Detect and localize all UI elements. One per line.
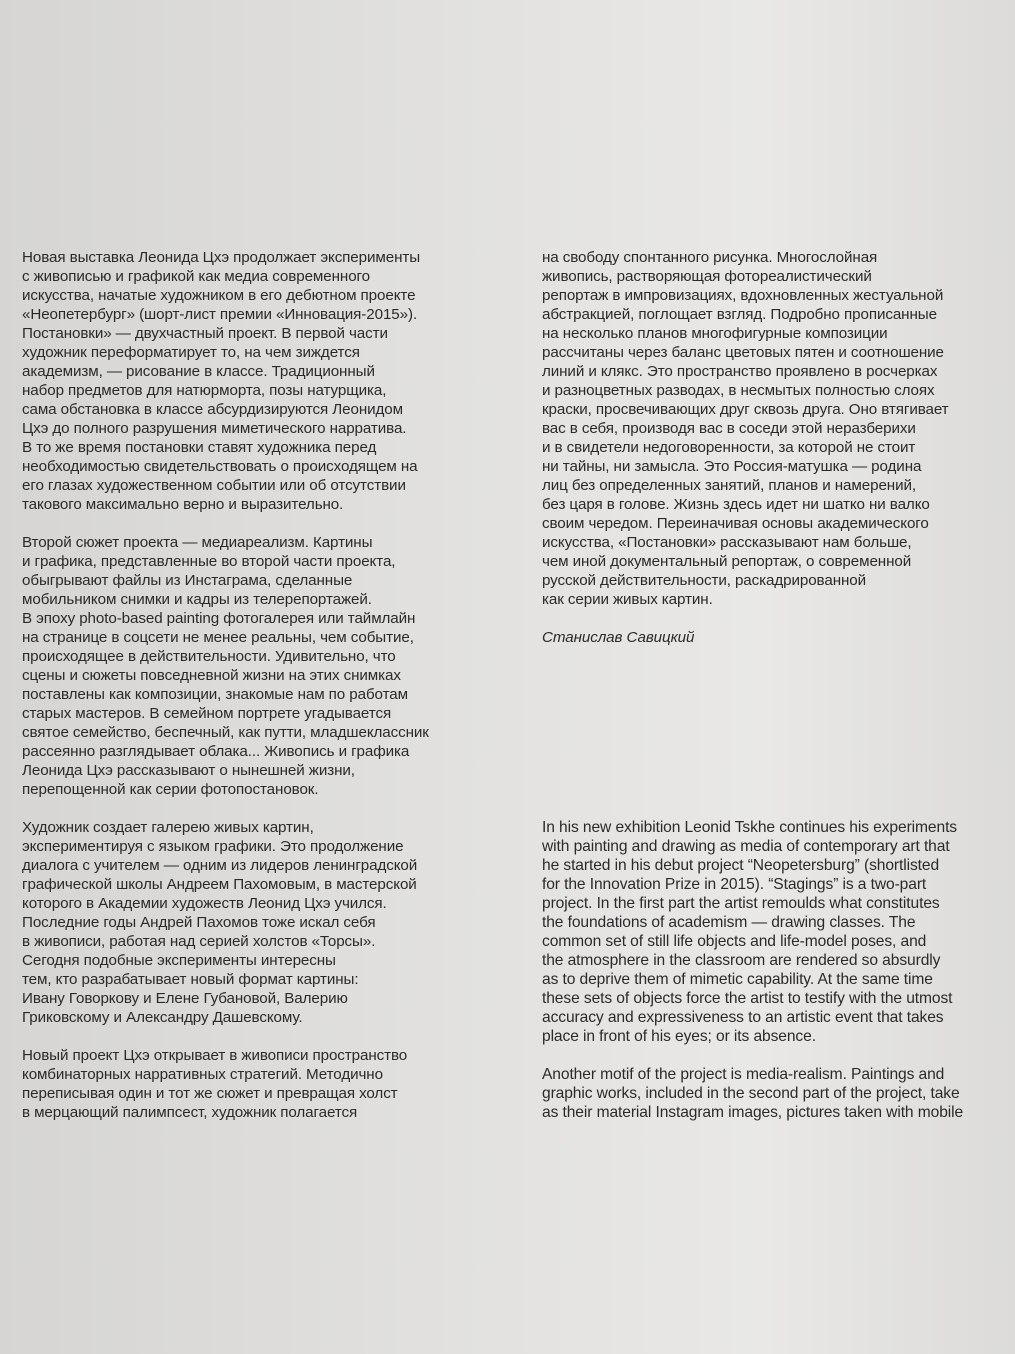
paragraph-gap: [542, 1046, 1010, 1065]
english-text-column: [542, 818, 1010, 1122]
paragraph-gap: [22, 1027, 492, 1046]
ru-paragraph-4: Новый проект Цхэ открывает в живописи пространство комбинаторных нарративных стратегий. Методично переписывая один и тот же сюжет и превращая холст в мерцающий палимпсест, художник полагается: [22, 1047, 408, 1121]
paragraph-gap: [22, 799, 492, 818]
ru-paragraph-5: на свободу спонтанного рисунка. Многослойная живопись, растворяющая фотореалистический репортаж в импровизациях, вдохновленных жестуальной абстракцией, поглощает взгляд. Подробно прописанные на несколько планов многофигурные композиции рассчитаны через баланс цветовых пятен и соотношение линий и клякс. Это пространство проявлено в росчерках и разноцветных разводах, в несмытых полностью слоях краски, просвечивающих друг сквозь друга. Оно втягивает вас в себя, производя вас в соседи этой неразберихи и в свидетели недоговоренности, за которой не стоит ни тайны, ни замысла. Это Россия-матушка — родина лиц без определенных занятий, планов и намерений, без царя в голове. Жизнь здесь идет ни шатко ни валко своим чередом. Переиначивая основы академического искусства, «Постановки» рассказывают нам больше, чем иной документальный репортаж, о современной русской действительности, раскадрированной как серии живых картин.: [542, 249, 949, 608]
ru-paragraph-3: Художник создает галерею живых картин, экспериментируя с языком графики. Это продолжение диалога с учителем — одним из лидеров ленинградской графической школы Андреем Пахомовым, в мастерской которого в Академии художеств Леонид Цхэ учился. Последние годы Андрей Пахомов тоже искал себя в живописи, работая над серией холстов «Торсы». Сегодня подобные эксперименты интересны тем, кто разрабатывает новый формат картины: Ивану Говоркову и Елене Губановой, Валерию Гриковскому и Александру Дашевскому.: [22, 819, 418, 1026]
russian-text-column-left: [22, 248, 492, 1122]
ru-paragraph-1: Новая выставка Леонида Цхэ продолжает эксперименты с живописью и графикой как медиа современного искусства, начатые художником в его дебютном проекте «Неопетербург» (шорт-лист премии «Инновация-2015»). Постановки» — двухчастный проект. В первой части художник переформатирует то, на чем зиждется академизм, — рисование в классе. Традиционный набор предметов для натюрморта, позы натурщика, сама обстановка в классе абсурдизируются Леонидом Цхэ до полного разрушения миметического нарратива. В то же время постановки ставят художника перед необходимостью свидетельствовать о происходящем на его глазах художественном событии или об отсутствии такового максимально верно и выразительно.: [22, 249, 421, 513]
russian-text-column-right: [542, 248, 1002, 647]
ru-paragraph-2: Второй сюжет проекта — медиареализм. Картины и графика, представленные во второй части проекта, обыгрывают файлы из Инстаграма, сделанные мобильником снимки и кадры из телерепортажей. В эпоху photo-based painting фотогалерея или таймлайн на странице в соцсети не менее реальны, чем событие, происходящее в действительности. Удивительно, что сцены и сюжеты повседневной жизни на этих снимках поставлены как композиции, знакомые нам по работам старых мастеров. В семейном портрете угадывается святое семейство, беспечный, как путти, младшеклассник рассеянно разглядывает облака... Живопись и графика Леонида Цхэ рассказывают о нынешней жизни, перепощенной как серии фотопостановок.: [22, 534, 429, 798]
en-paragraph-1: In his new exhibition Leonid Tskhe continues his experiments with painting and drawing as media of contemporary art that he started in his debut project “Neopetersburg” (shortlisted for the Innovation Prize in 2015). “Stagings” is a two-part project. In the first part the artist remoulds what constitutes the foundations of academism — drawing classes. The common set of still life objects and life-model poses, and the atmosphere in the classroom are rendered so absurdly as to deprive them of mimetic capability. At the same time these sets of objects force the artist to testify with the utmost accuracy and expressiveness to an artistic event that takes place in front of his eyes; or its absence.: [542, 819, 957, 1045]
en-paragraph-2: Another motif of the project is media-realism. Paintings and graphic works, included in the second part of the project, take as their material Instagram images, pictures taken with mobile: [542, 1066, 964, 1121]
author-signature: Станислав Савицкий: [542, 629, 695, 646]
paragraph-gap: [22, 514, 492, 533]
